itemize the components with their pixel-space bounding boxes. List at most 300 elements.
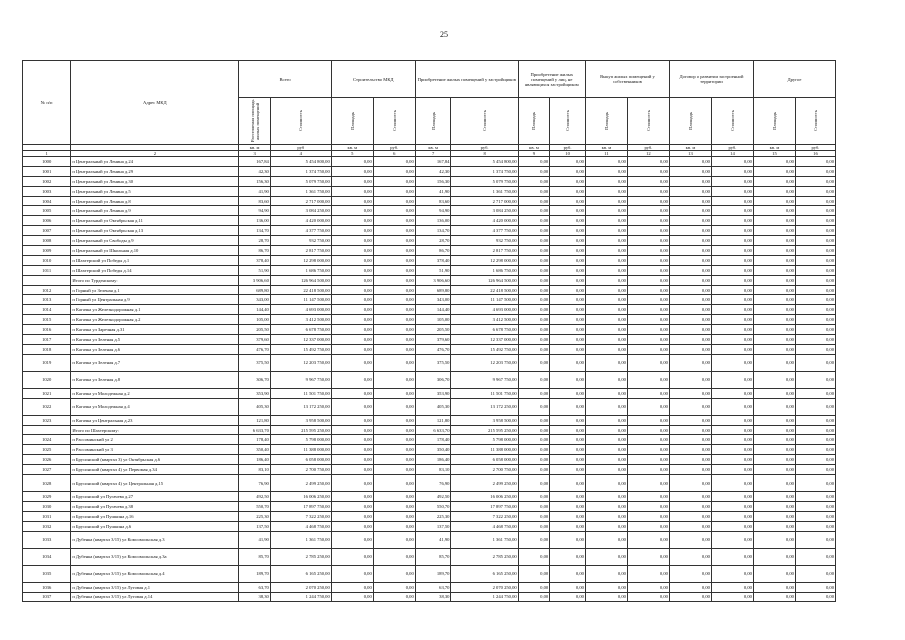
row-construction-area: 0,00 [331, 511, 373, 521]
row-zero-value: 0,00 [518, 398, 550, 415]
row-zero-value: 0,00 [795, 371, 835, 388]
row-developer-cost: 11 501 750,00 [451, 388, 518, 398]
row-address: п Центральный ул Ленина д.5 [71, 186, 239, 196]
row-developer-area: 375,50 [415, 354, 451, 371]
row-zero-value: 0,00 [550, 398, 586, 415]
row-zero-value: 0,00 [518, 166, 550, 176]
row-developer-cost: 16 006 250,00 [451, 492, 518, 502]
row-number: 1013 [23, 295, 71, 305]
row-zero-value: 0,00 [550, 186, 586, 196]
row-zero-value: 0,00 [669, 265, 711, 275]
row-area: 178,40 [239, 435, 271, 445]
row-zero-value: 0,00 [669, 216, 711, 226]
row-zero-value: 0,00 [585, 371, 627, 388]
row-area: 105,00 [239, 315, 271, 325]
row-zero-value: 0,00 [795, 166, 835, 176]
column-number: 9 [518, 151, 550, 157]
row-area: 350,40 [239, 445, 271, 455]
row-cost: 2 785 250,00 [270, 548, 331, 565]
row-zero-value: 0,00 [795, 445, 835, 455]
row-zero-value: 0,00 [795, 548, 835, 565]
row-construction-cost: 0,00 [373, 435, 415, 445]
table-row [23, 166, 836, 176]
row-zero-value: 0,00 [518, 455, 550, 465]
row-construction-cost: 0,00 [373, 315, 415, 325]
row-zero-value: 0,00 [550, 415, 586, 425]
row-zero-value: 0,00 [753, 415, 795, 425]
row-zero-value: 0,00 [585, 325, 627, 335]
row-zero-value: 0,00 [518, 285, 550, 295]
row-area: 689,80 [239, 285, 271, 295]
row-developer-cost: 9 967 750,00 [451, 371, 518, 388]
row-address: п Центральный ул Ленина д.9 [71, 206, 239, 216]
row-zero-value: 0,00 [585, 186, 627, 196]
table-row [23, 325, 836, 335]
row-zero-value: 0,00 [795, 265, 835, 275]
row-developer-area: 136,00 [415, 216, 451, 226]
row-zero-value: 0,00 [669, 305, 711, 315]
table-row [23, 388, 836, 398]
row-construction-cost: 0,00 [373, 371, 415, 388]
header-area-residential: Расселяемая площадь жилых помещений [249, 99, 260, 143]
row-zero-value: 0,00 [711, 236, 753, 246]
row-cost: 1 361 750,00 [270, 531, 331, 548]
row-cost: 3 084 250,00 [270, 206, 331, 216]
unit-label: кв. м [415, 145, 451, 151]
row-zero-value: 0,00 [518, 388, 550, 398]
row-zero-value: 0,00 [550, 455, 586, 465]
row-developer-area: 63,70 [415, 582, 451, 592]
row-number: 1003 [23, 186, 71, 196]
row-area: 38,30 [239, 592, 271, 602]
row-zero-value: 0,00 [550, 354, 586, 371]
row-zero-value: 0,00 [627, 344, 669, 354]
row-construction-area: 0,00 [331, 501, 373, 511]
row-zero-value: 0,00 [669, 565, 711, 582]
row-developer-cost: 6 165 250,00 [451, 565, 518, 582]
row-cost: 3 958 500,00 [270, 415, 331, 425]
row-construction-area: 0,00 [331, 255, 373, 265]
row-zero-value: 0,00 [753, 492, 795, 502]
row-cost: 2 700 750,00 [270, 465, 331, 475]
header-cost: Стоимость [812, 110, 818, 132]
unit-label: руб. [795, 145, 835, 151]
row-zero-value: 0,00 [585, 582, 627, 592]
row-number: 1012 [23, 285, 71, 295]
row-zero-value: 0,00 [669, 388, 711, 398]
row-address: п Дубенка (квартал 3/15) ул Комсомольская д.3а [71, 548, 239, 565]
row-construction-area: 0,00 [331, 582, 373, 592]
row-zero-value: 0,00 [669, 344, 711, 354]
row-number: 1024 [23, 435, 71, 445]
row-zero-value: 0,00 [669, 285, 711, 295]
row-construction-area: 0,00 [331, 548, 373, 565]
row-zero-value: 0,00 [627, 206, 669, 216]
row-number: 1035 [23, 565, 71, 582]
row-developer-area: 121,80 [415, 415, 451, 425]
row-zero-value: 0,00 [627, 582, 669, 592]
row-zero-value: 0,00 [550, 226, 586, 236]
row-zero-value: 0,00 [585, 531, 627, 548]
row-zero-value: 0,00 [711, 398, 753, 415]
row-zero-value: 0,00 [711, 455, 753, 465]
row-zero-value: 0,00 [627, 465, 669, 475]
row-zero-value: 0,00 [518, 265, 550, 275]
row-cost: 4 377 750,00 [270, 226, 331, 236]
row-zero-value: 0,00 [711, 206, 753, 216]
row-zero-value: 0,00 [550, 255, 586, 265]
row-zero-value: 0,00 [711, 265, 753, 275]
row-zero-value: 0,00 [518, 445, 550, 455]
row-zero-value: 0,00 [753, 344, 795, 354]
column-number: 13 [669, 151, 711, 157]
row-area: 94,90 [239, 206, 271, 216]
row-zero-value: 0,00 [550, 196, 586, 206]
row-zero-value: 0,00 [795, 592, 835, 602]
row-zero-value: 0,00 [627, 398, 669, 415]
header-cost: Стоимость [645, 110, 651, 132]
row-zero-value: 0,00 [753, 465, 795, 475]
row-cost: 11 388 000,00 [270, 445, 331, 455]
row-zero-value: 0,00 [518, 521, 550, 531]
table-row [23, 157, 836, 167]
row-developer-cost: 6 678 750,00 [451, 325, 518, 335]
row-zero-value: 0,00 [711, 295, 753, 305]
row-zero-value: 0,00 [711, 415, 753, 425]
row-zero-value: 0,00 [669, 592, 711, 602]
row-number: 1011 [23, 265, 71, 275]
row-zero-value: 0,00 [795, 275, 835, 285]
row-zero-value: 0,00 [550, 465, 586, 475]
row-developer-cost: 6 058 000,00 [451, 455, 518, 465]
row-area: 121,80 [239, 415, 271, 425]
table-row [23, 206, 836, 216]
row-zero-value: 0,00 [711, 592, 753, 602]
row-construction-cost: 0,00 [373, 455, 415, 465]
column-number: 12 [627, 151, 669, 157]
column-number: 8 [451, 151, 518, 157]
row-construction-area: 0,00 [331, 521, 373, 531]
row-address: п Горный ул Центральная д.9 [71, 295, 239, 305]
row-zero-value: 0,00 [518, 315, 550, 325]
header-num: № п/п [23, 61, 71, 145]
row-construction-area: 0,00 [331, 305, 373, 315]
row-construction-cost: 0,00 [373, 265, 415, 275]
row-zero-value: 0,00 [518, 216, 550, 226]
row-construction-cost: 0,00 [373, 246, 415, 256]
row-address: п Центральный ул Октябрьская д.11 [71, 216, 239, 226]
row-zero-value: 0,00 [795, 206, 835, 216]
row-developer-area: 6 633,70 [415, 425, 451, 435]
row-zero-value: 0,00 [585, 275, 627, 285]
row-zero-value: 0,00 [669, 226, 711, 236]
row-zero-value: 0,00 [627, 511, 669, 521]
row-zero-value: 0,00 [627, 196, 669, 206]
row-number: 1007 [23, 226, 71, 236]
row-developer-area: 137,50 [415, 521, 451, 531]
row-address: п Кагачка ул Зеленая д.8 [71, 371, 239, 388]
row-zero-value: 0,00 [585, 176, 627, 186]
row-zero-value: 0,00 [711, 521, 753, 531]
row-zero-value: 0,00 [550, 275, 586, 285]
row-construction-cost: 0,00 [373, 465, 415, 475]
row-area: 550,70 [239, 501, 271, 511]
row-number: 1023 [23, 415, 71, 425]
row-zero-value: 0,00 [550, 166, 586, 176]
table-row [23, 415, 836, 425]
row-developer-cost: 215 595 250,00 [451, 425, 518, 435]
row-address: п Кагачка ул Молодежная д.4 [71, 398, 239, 415]
column-number: 5 [331, 151, 373, 157]
row-construction-area: 0,00 [331, 166, 373, 176]
row-zero-value: 0,00 [627, 236, 669, 246]
row-zero-value: 0,00 [550, 425, 586, 435]
row-zero-value: 0,00 [550, 521, 586, 531]
row-zero-value: 0,00 [669, 354, 711, 371]
row-zero-value: 0,00 [518, 354, 550, 371]
row-address: п Кагачка ул Центральная д.23 [71, 415, 239, 425]
row-zero-value: 0,00 [753, 548, 795, 565]
row-zero-value: 0,00 [753, 176, 795, 186]
row-zero-value: 0,00 [518, 548, 550, 565]
row-construction-cost: 0,00 [373, 521, 415, 531]
row-zero-value: 0,00 [753, 325, 795, 335]
row-cost: 6 678 750,00 [270, 325, 331, 335]
row-zero-value: 0,00 [711, 501, 753, 511]
row-zero-value: 0,00 [669, 465, 711, 475]
row-zero-value: 0,00 [550, 388, 586, 398]
row-construction-area: 0,00 [331, 354, 373, 371]
row-number: 1018 [23, 344, 71, 354]
unit-label: кв. м [331, 145, 373, 151]
row-zero-value: 0,00 [795, 435, 835, 445]
row-zero-value: 0,00 [585, 425, 627, 435]
row-construction-area: 0,00 [331, 196, 373, 206]
row-number: 1022 [23, 398, 71, 415]
row-zero-value: 0,00 [518, 511, 550, 521]
row-number: 1001 [23, 166, 71, 176]
row-construction-area: 0,00 [331, 492, 373, 502]
row-zero-value: 0,00 [753, 196, 795, 206]
row-construction-cost: 0,00 [373, 186, 415, 196]
row-area: 28,70 [239, 236, 271, 246]
row-zero-value: 0,00 [627, 226, 669, 236]
row-zero-value: 0,00 [550, 246, 586, 256]
row-zero-value: 0,00 [669, 445, 711, 455]
row-number: 1034 [23, 548, 71, 565]
row-construction-cost: 0,00 [373, 565, 415, 582]
row-area: 63,70 [239, 582, 271, 592]
row-area: 76,90 [239, 475, 271, 492]
row-construction-area: 0,00 [331, 216, 373, 226]
row-zero-value: 0,00 [795, 196, 835, 206]
row-zero-value: 0,00 [711, 445, 753, 455]
row-developer-area: 42,30 [415, 166, 451, 176]
table-row [23, 344, 836, 354]
row-zero-value: 0,00 [753, 501, 795, 511]
row-area: 476,70 [239, 344, 271, 354]
row-zero-value: 0,00 [669, 186, 711, 196]
table-row [23, 186, 836, 196]
table-row [23, 236, 836, 246]
row-number: 1006 [23, 216, 71, 226]
row-zero-value: 0,00 [711, 582, 753, 592]
header-area: Площадь [771, 112, 777, 130]
row-zero-value: 0,00 [795, 344, 835, 354]
row-zero-value: 0,00 [753, 275, 795, 285]
table-row [23, 511, 836, 521]
header-area: Площадь [349, 112, 355, 130]
row-area: 186,40 [239, 455, 271, 465]
row-zero-value: 0,00 [585, 265, 627, 275]
row-construction-cost: 0,00 [373, 325, 415, 335]
row-number: 1005 [23, 206, 71, 216]
row-cost: 5 454 800,00 [270, 157, 331, 167]
row-developer-area: 378,40 [415, 255, 451, 265]
row-zero-value: 0,00 [753, 511, 795, 521]
row-cost: 6 165 250,00 [270, 565, 331, 582]
row-cost: 11 501 750,00 [270, 388, 331, 398]
row-zero-value: 0,00 [627, 354, 669, 371]
row-developer-area: 225,30 [415, 511, 451, 521]
row-cost: 932 750,00 [270, 236, 331, 246]
row-address: п Горный ул Зеленая д.1 [71, 285, 239, 295]
row-zero-value: 0,00 [795, 475, 835, 492]
column-number: 3 [239, 151, 271, 157]
row-area: 134,70 [239, 226, 271, 236]
row-zero-value: 0,00 [711, 511, 753, 521]
row-cost: 12 298 000,00 [270, 255, 331, 265]
header-cost: Стоимость [565, 110, 571, 132]
row-zero-value: 0,00 [627, 216, 669, 226]
row-address: п Кагачка ул Молодежная д.2 [71, 388, 239, 398]
row-zero-value: 0,00 [585, 216, 627, 226]
row-zero-value: 0,00 [753, 531, 795, 548]
row-address: п Кагачка ул Железнодорожная д.1 [71, 305, 239, 315]
column-number: 2 [71, 151, 239, 157]
row-zero-value: 0,00 [627, 275, 669, 285]
row-zero-value: 0,00 [669, 455, 711, 465]
row-cost: 13 172 250,00 [270, 398, 331, 415]
column-number: 16 [795, 151, 835, 157]
row-zero-value: 0,00 [711, 196, 753, 206]
row-construction-area: 0,00 [331, 475, 373, 492]
row-zero-value: 0,00 [518, 475, 550, 492]
row-zero-value: 0,00 [627, 548, 669, 565]
row-zero-value: 0,00 [711, 176, 753, 186]
row-area: 189,70 [239, 565, 271, 582]
header-group: Договор о развитии застроенной территории [669, 61, 753, 98]
row-developer-cost: 5 454 800,00 [451, 157, 518, 167]
row-construction-cost: 0,00 [373, 166, 415, 176]
row-zero-value: 0,00 [795, 582, 835, 592]
row-developer-area: 689,80 [415, 285, 451, 295]
row-cost: 11 147 500,00 [270, 295, 331, 305]
row-zero-value: 0,00 [550, 582, 586, 592]
column-number: 4 [270, 151, 331, 157]
row-zero-value: 0,00 [585, 344, 627, 354]
row-zero-value: 0,00 [585, 565, 627, 582]
unit-label: руб. [451, 145, 518, 151]
row-construction-area: 0,00 [331, 531, 373, 548]
row-zero-value: 0,00 [627, 415, 669, 425]
row-developer-area: 550,70 [415, 501, 451, 511]
row-developer-area: 83,60 [415, 196, 451, 206]
row-zero-value: 0,00 [669, 501, 711, 511]
row-zero-value: 0,00 [550, 335, 586, 345]
row-construction-area: 0,00 [331, 455, 373, 465]
row-zero-value: 0,00 [795, 521, 835, 531]
row-zero-value: 0,00 [753, 315, 795, 325]
row-zero-value: 0,00 [753, 521, 795, 531]
table-row [23, 492, 836, 502]
row-cost: 22 418 500,00 [270, 285, 331, 295]
row-zero-value: 0,00 [711, 548, 753, 565]
row-zero-value: 0,00 [518, 295, 550, 305]
row-construction-cost: 0,00 [373, 196, 415, 206]
row-area: 83,10 [239, 465, 271, 475]
row-construction-area: 0,00 [331, 398, 373, 415]
table-row [23, 465, 836, 475]
row-area: 83,60 [239, 196, 271, 206]
row-cost: 16 006 250,00 [270, 492, 331, 502]
row-number: 1010 [23, 255, 71, 265]
header-group: Приобретение жилых помещений у застройщиков [415, 61, 518, 98]
row-cost: 126 964 500,00 [270, 275, 331, 285]
row-zero-value: 0,00 [518, 425, 550, 435]
row-zero-value: 0,00 [550, 492, 586, 502]
row-zero-value: 0,00 [795, 226, 835, 236]
row-developer-cost: 5 798 000,00 [451, 435, 518, 445]
row-address: п Кагачка ул Заречная д.31 [71, 325, 239, 335]
row-zero-value: 0,00 [753, 206, 795, 216]
row-developer-area: 144,40 [415, 305, 451, 315]
row-zero-value: 0,00 [753, 295, 795, 305]
row-zero-value: 0,00 [795, 176, 835, 186]
row-number: 1000 [23, 157, 71, 167]
row-zero-value: 0,00 [518, 492, 550, 502]
row-construction-cost: 0,00 [373, 226, 415, 236]
row-number: 1031 [23, 511, 71, 521]
row-developer-area: 85,70 [415, 548, 451, 565]
row-area: 225,30 [239, 511, 271, 521]
row-zero-value: 0,00 [753, 582, 795, 592]
row-zero-value: 0,00 [550, 325, 586, 335]
row-zero-value: 0,00 [669, 166, 711, 176]
row-number: 1019 [23, 354, 71, 371]
row-construction-cost: 0,00 [373, 511, 415, 521]
row-developer-cost: 5 079 750,00 [451, 176, 518, 186]
row-developer-area: 205,50 [415, 325, 451, 335]
row-zero-value: 0,00 [627, 305, 669, 315]
row-zero-value: 0,00 [518, 415, 550, 425]
row-number: 1028 [23, 475, 71, 492]
row-zero-value: 0,00 [795, 285, 835, 295]
row-address: п Рассоминский ул 3 [71, 445, 239, 455]
row-zero-value: 0,00 [711, 255, 753, 265]
row-zero-value: 0,00 [753, 265, 795, 275]
row-cost: 1 361 750,00 [270, 186, 331, 196]
unit-label: кв. м [669, 145, 711, 151]
row-construction-cost: 0,00 [373, 445, 415, 455]
row-zero-value: 0,00 [669, 295, 711, 305]
row-cost: 1 686 750,00 [270, 265, 331, 275]
row-area: 405,30 [239, 398, 271, 415]
row-developer-area: 76,90 [415, 475, 451, 492]
row-zero-value: 0,00 [550, 305, 586, 315]
row-zero-value: 0,00 [585, 445, 627, 455]
row-cost: 3 412 500,00 [270, 315, 331, 325]
